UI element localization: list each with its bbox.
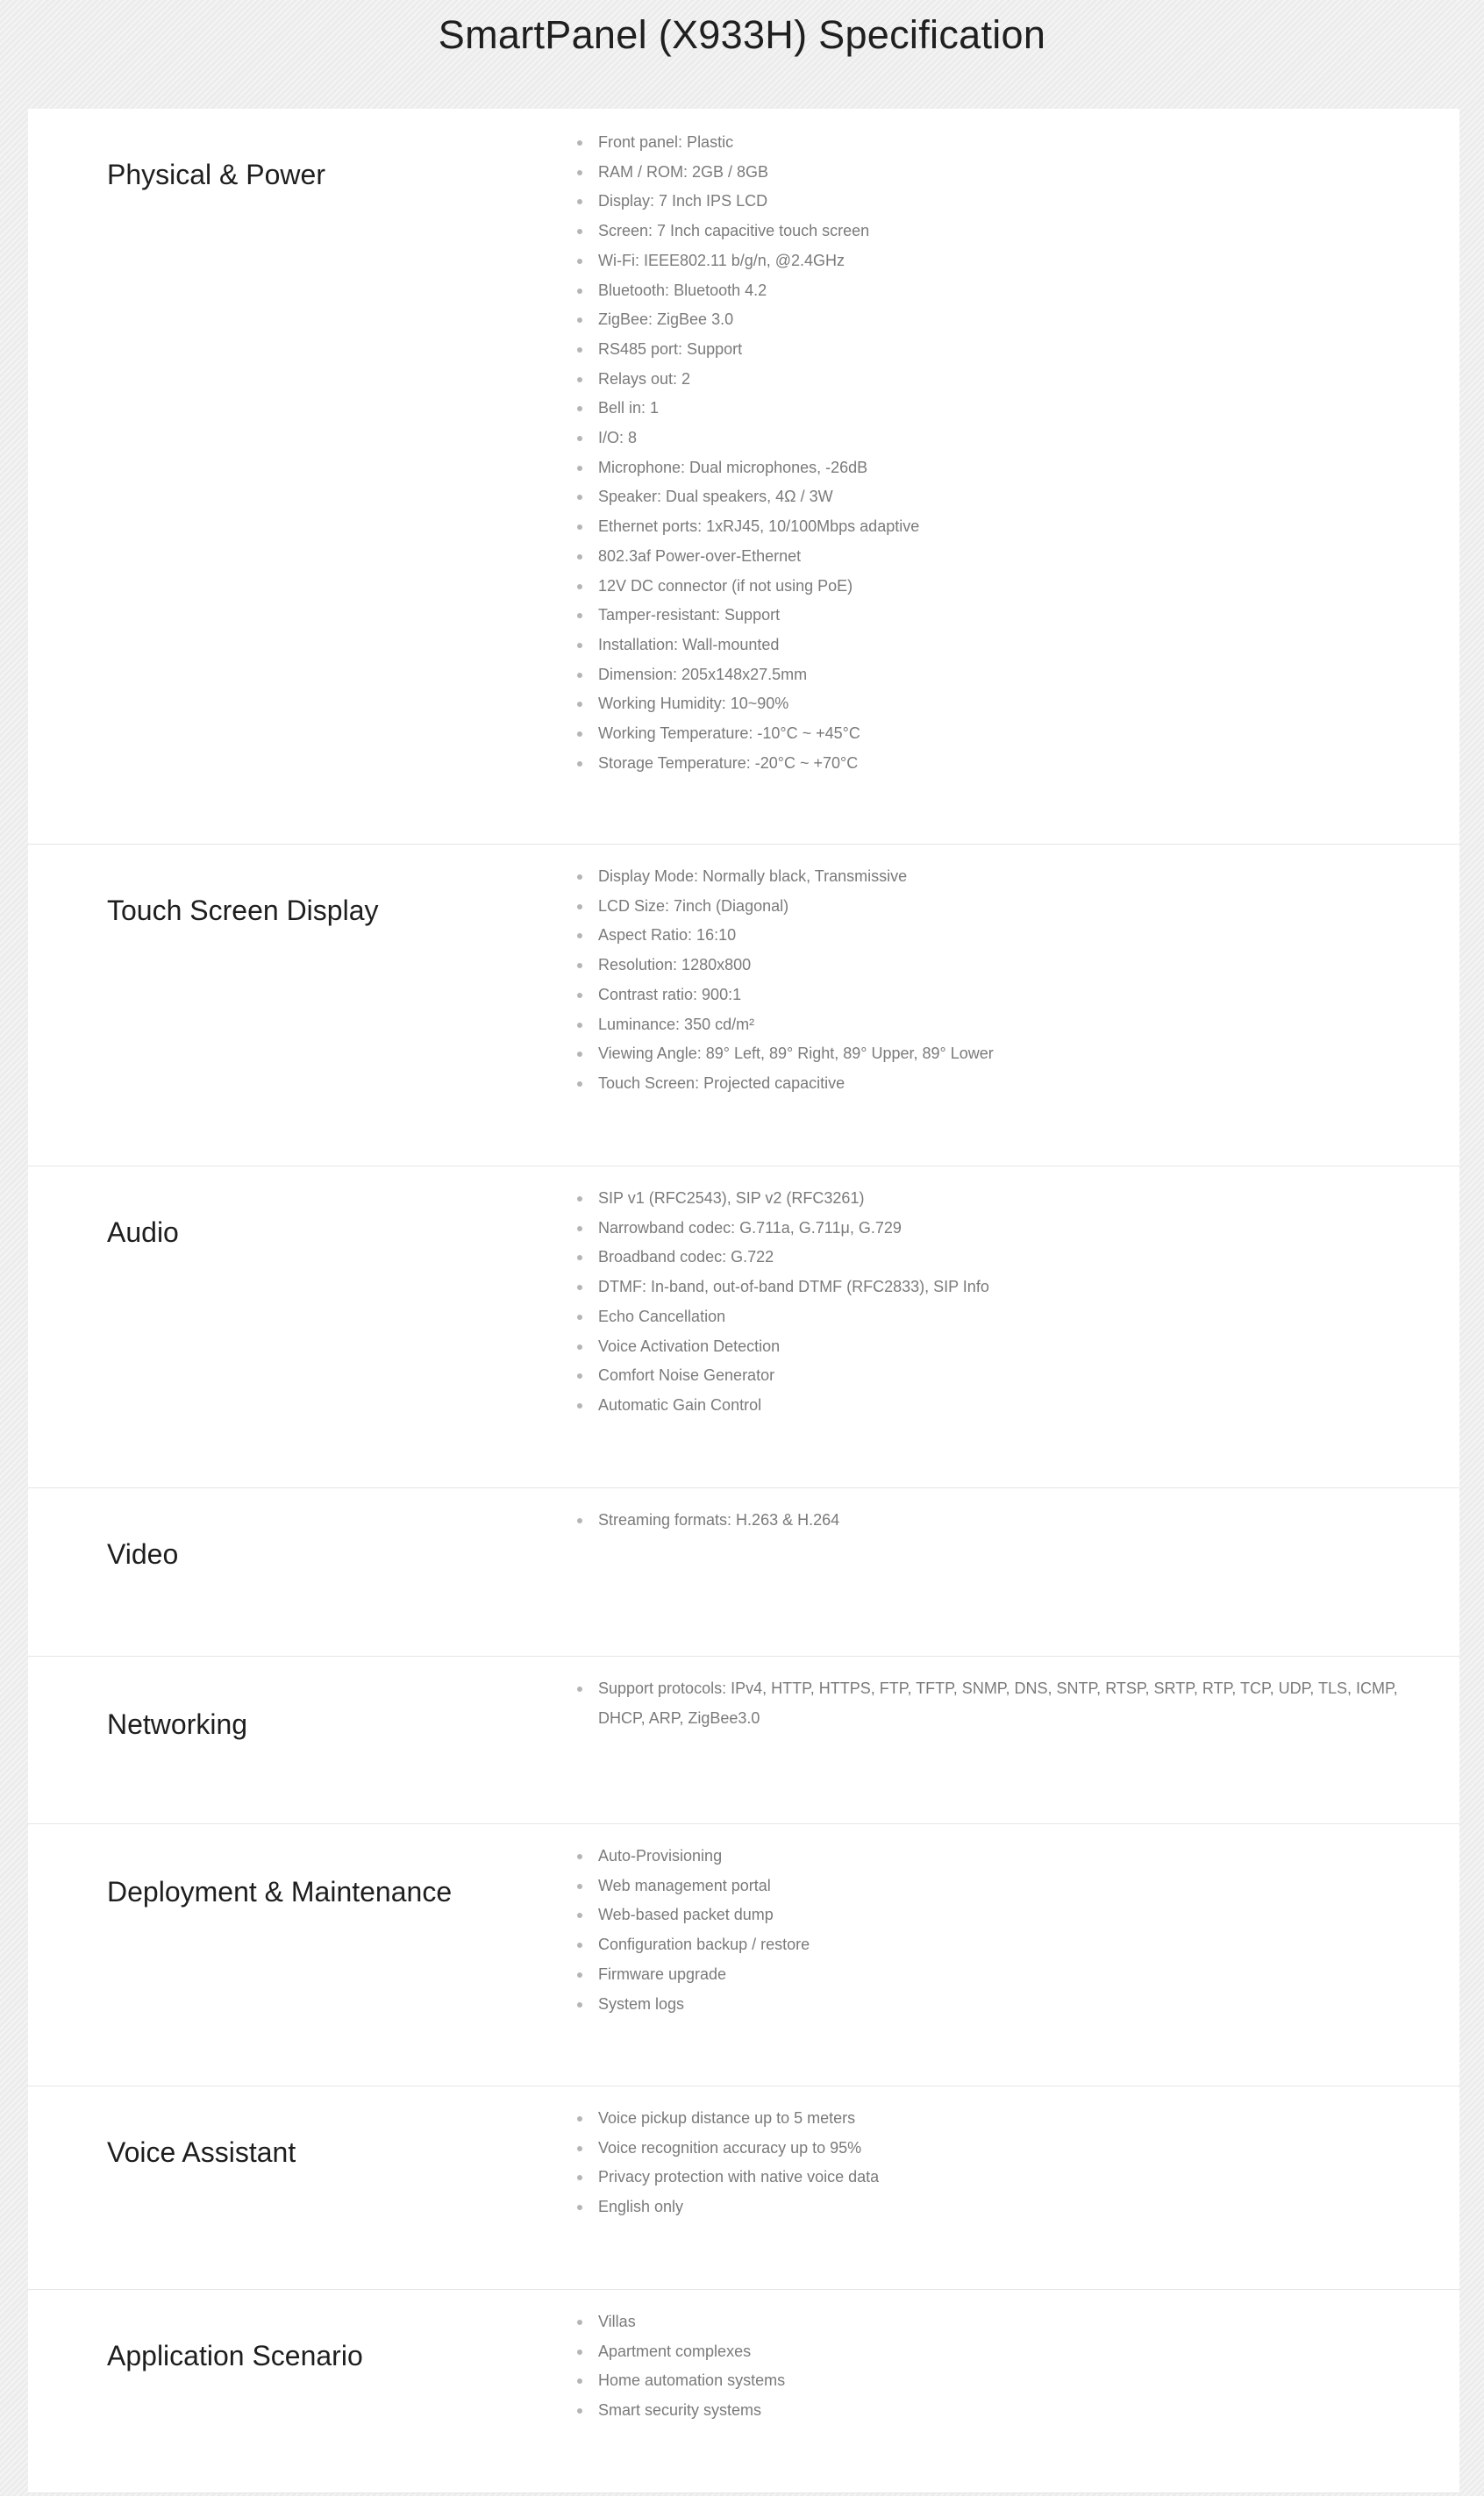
- spec-item: Touch Screen: Projected capacitive: [598, 1069, 1423, 1099]
- spec-item: Voice pickup distance up to 5 meters: [598, 2104, 1423, 2134]
- spec-item: Working Temperature: -10°C ~ +45°C: [598, 719, 1423, 749]
- spec-item: Display: 7 Inch IPS LCD: [598, 187, 1423, 217]
- spec-item: Aspect Ratio: 16:10: [598, 921, 1423, 951]
- spec-table: [28, 109, 1459, 2493]
- spec-item: SIP v1 (RFC2543), SIP v2 (RFC3261): [598, 1184, 1423, 1214]
- spec-item: Home automation systems: [598, 2366, 1423, 2396]
- spec-item: Configuration backup / restore: [598, 1930, 1423, 1960]
- spec-item: ZigBee: ZigBee 3.0: [598, 305, 1423, 335]
- spec-list: [570, 2307, 1423, 2426]
- spec-item: Bluetooth: Bluetooth 4.2: [598, 276, 1423, 306]
- spec-item: 802.3af Power-over-Ethernet: [598, 542, 1423, 572]
- spec-item: Tamper-resistant: Support: [598, 601, 1423, 631]
- spec-item: Comfort Noise Generator: [598, 1361, 1423, 1391]
- spec-item: RS485 port: Support: [598, 335, 1423, 365]
- spec-item: Echo Cancellation: [598, 1302, 1423, 1332]
- spec-list: [570, 1506, 1423, 1536]
- spec-item: Contrast ratio: 900:1: [598, 981, 1423, 1010]
- spec-item: Resolution: 1280x800: [598, 951, 1423, 981]
- spec-item: Web-based packet dump: [598, 1901, 1423, 1930]
- spec-item: Viewing Angle: 89° Left, 89° Right, 89° Upper, 89° Lower: [598, 1039, 1423, 1069]
- spec-item: Front panel: Plastic: [598, 128, 1423, 158]
- spec-item: Display Mode: Normally black, Transmissive: [598, 862, 1423, 892]
- section-title: Application Scenario: [107, 2340, 363, 2371]
- spec-section-physical-power: [28, 109, 1459, 845]
- spec-item: Narrowband codec: G.711a, G.711μ, G.729: [598, 1214, 1423, 1244]
- spec-item: Villas: [598, 2307, 1423, 2337]
- spec-item: Storage Temperature: -20°C ~ +70°C: [598, 749, 1423, 779]
- spec-item: Automatic Gain Control: [598, 1391, 1423, 1421]
- spec-item: Installation: Wall-mounted: [598, 631, 1423, 660]
- spec-list: [570, 2104, 1423, 2222]
- spec-item: Apartment complexes: [598, 2337, 1423, 2367]
- spec-item: Wi-Fi: IEEE802.11 b/g/n, @2.4GHz: [598, 246, 1423, 276]
- section-title: Voice Assistant: [107, 2136, 296, 2168]
- spec-item: Relays out: 2: [598, 365, 1423, 395]
- spec-item: Auto-Provisioning: [598, 1842, 1423, 1872]
- spec-list: [570, 1842, 1423, 2019]
- spec-item: LCD Size: 7inch (Diagonal): [598, 892, 1423, 922]
- spec-item: Broadband codec: G.722: [598, 1243, 1423, 1273]
- section-title: Touch Screen Display: [107, 895, 379, 926]
- spec-item: English only: [598, 2193, 1423, 2222]
- section-title: Deployment & Maintenance: [107, 1876, 453, 1908]
- spec-list: [570, 1674, 1423, 1733]
- spec-item: Luminance: 350 cd/m²: [598, 1010, 1423, 1040]
- section-title: Video: [107, 1538, 179, 1570]
- section-title: Physical & Power: [107, 159, 325, 190]
- section-title: Audio: [107, 1216, 179, 1248]
- spec-item: I/O: 8: [598, 424, 1423, 453]
- section-title: Networking: [107, 1708, 248, 1740]
- spec-item: Support protocols: IPv4, HTTP, HTTPS, FTP, TFTP, SNMP, DNS, SNTP, RTSP, SRTP, RTP, TCP, UDP, TLS, ICMP, DHCP, ARP, ZigBee3.0: [598, 1674, 1423, 1733]
- spec-item: Privacy protection with native voice data: [598, 2163, 1423, 2193]
- spec-section-voice-assistant: [28, 2086, 1459, 2290]
- spec-item: 12V DC connector (if not using PoE): [598, 572, 1423, 602]
- spec-item: Ethernet ports: 1xRJ45, 10/100Mbps adaptive: [598, 512, 1423, 542]
- spec-item: Firmware upgrade: [598, 1960, 1423, 1990]
- spec-section-video: [28, 1488, 1459, 1657]
- spec-section-touch-screen-display: [28, 845, 1459, 1166]
- spec-item: System logs: [598, 1990, 1423, 2020]
- spec-list: [570, 128, 1423, 778]
- spec-item: Voice recognition accuracy up to 95%: [598, 2134, 1423, 2164]
- spec-item: Streaming formats: H.263 & H.264: [598, 1506, 1423, 1536]
- spec-item: Screen: 7 Inch capacitive touch screen: [598, 217, 1423, 246]
- page-title: SmartPanel (X933H) Specification: [438, 12, 1046, 57]
- spec-list: [570, 862, 1423, 1099]
- spec-section-application-scenario: [28, 2290, 1459, 2493]
- spec-item: Smart security systems: [598, 2396, 1423, 2426]
- spec-item: Microphone: Dual microphones, -26dB: [598, 453, 1423, 483]
- spec-list: [570, 1184, 1423, 1421]
- spec-item: Dimension: 205x148x27.5mm: [598, 660, 1423, 690]
- spec-section-deployment-maintenance: [28, 1824, 1459, 2086]
- spec-item: RAM / ROM: 2GB / 8GB: [598, 158, 1423, 188]
- spec-section-audio: [28, 1166, 1459, 1488]
- spec-item: Voice Activation Detection: [598, 1332, 1423, 1362]
- spec-item: Web management portal: [598, 1872, 1423, 1901]
- spec-item: DTMF: In-band, out-of-band DTMF (RFC2833), SIP Info: [598, 1273, 1423, 1302]
- spec-item: Bell in: 1: [598, 394, 1423, 424]
- spec-item: Working Humidity: 10~90%: [598, 689, 1423, 719]
- spec-item: Speaker: Dual speakers, 4Ω / 3W: [598, 482, 1423, 512]
- spec-section-networking: [28, 1657, 1459, 1824]
